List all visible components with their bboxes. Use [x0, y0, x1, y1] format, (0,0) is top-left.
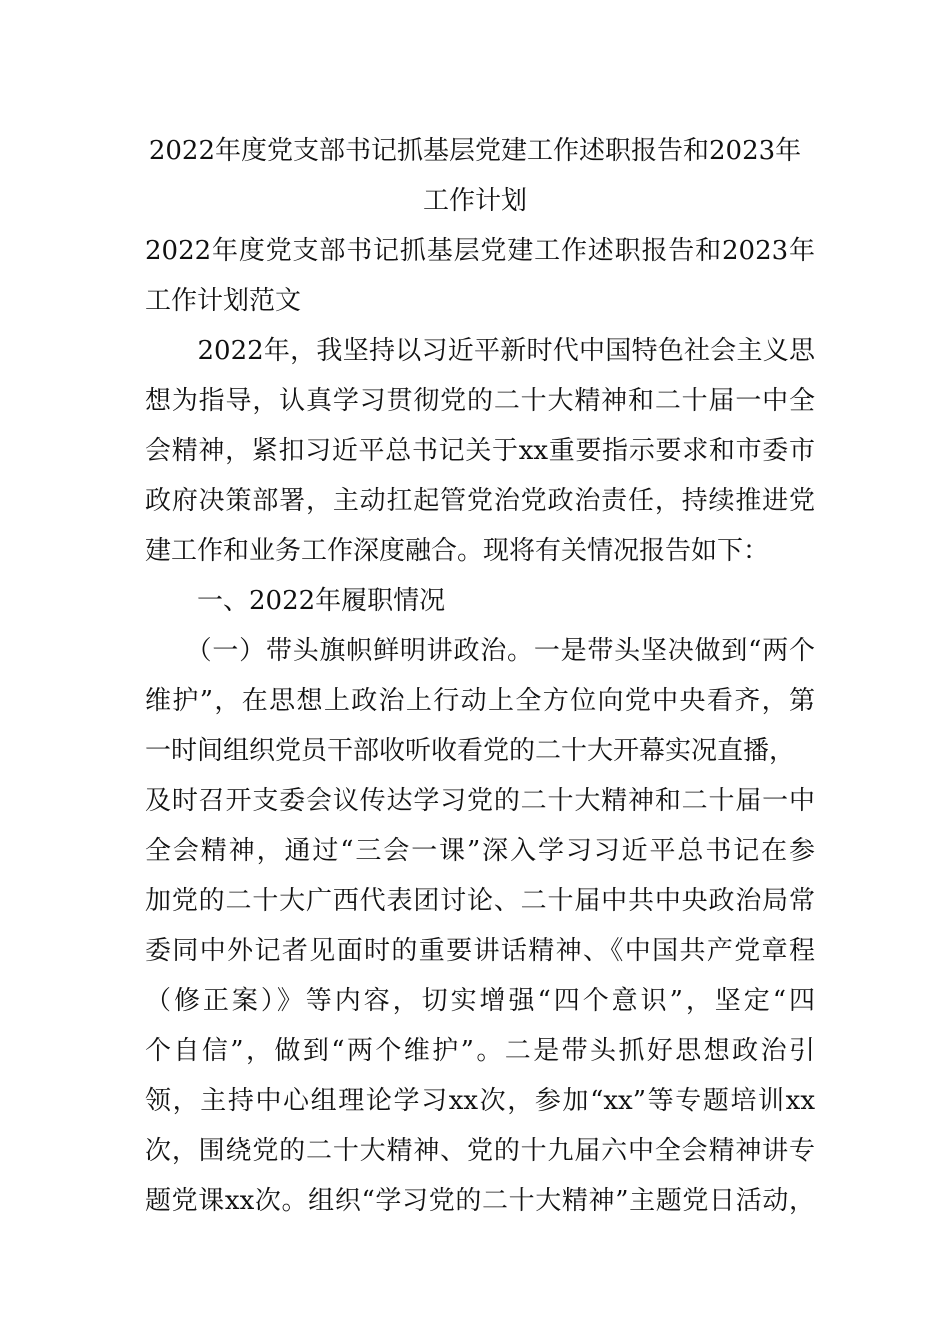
- subtitle-line-1: 2022年度党支部书记抓基层党建工作述职报告和2023年: [145, 236, 815, 266]
- body-line: （修正案）》等内容，切实增强“四个意识”，坚定“四: [145, 986, 815, 1016]
- body-line: 领，主持中心组理论学习xx次，参加“xx”等专题培训xx: [145, 1086, 815, 1116]
- body-line: 次，围绕党的二十大精神、党的十九届六中全会精神讲专: [145, 1136, 815, 1166]
- body-line: 建工作和业务工作深度融合。现将有关情况报告如下：: [145, 536, 770, 566]
- body-line: 2022年，我坚持以习近平新时代中国特色社会主义思: [145, 336, 815, 366]
- body-line: 个自信”，做到“两个维护”。二是带头抓好思想政治引: [145, 1036, 815, 1066]
- body-line: 政府决策部署，主动扛起管党治党政治责任，持续推进党: [145, 486, 815, 516]
- body-line: 委同中外记者见面时的重要讲话精神、《中国共产党章程: [145, 936, 815, 966]
- body-line: 会精神，紧扣习近平总书记关于xx重要指示要求和市委市: [145, 436, 815, 466]
- body-line: 及时召开支委会议传达学习党的二十大精神和二十届一中: [145, 786, 815, 816]
- title-line-1: 2022年度党支部书记抓基层党建工作述职报告和2023年: [148, 136, 802, 166]
- section-heading: 一、2022年履职情况: [145, 586, 446, 616]
- body-line: 全会精神，通过“三会一课”深入学习习近平总书记在参: [145, 836, 815, 866]
- title-line-2: 工作计划: [422, 186, 527, 216]
- subtitle-line-2: 工作计划范文: [145, 286, 302, 316]
- body-line: 维护”，在思想上政治上行动上全方位向党中央看齐，第: [145, 686, 815, 716]
- body-line: 加党的二十大广西代表团讨论、二十届中共中央政治局常: [145, 886, 815, 916]
- body-line: （一）带头旗帜鲜明讲政治。一是带头坚决做到“两个: [145, 636, 815, 666]
- body-line: 想为指导，认真学习贯彻党的二十大精神和二十届一中全: [145, 386, 815, 416]
- body-line: 一时间组织党员干部收听收看党的二十大开幕实况直播，: [145, 736, 796, 766]
- body-line: 题党课xx次。组织“学习党的二十大精神”主题党日活动，: [145, 1186, 815, 1216]
